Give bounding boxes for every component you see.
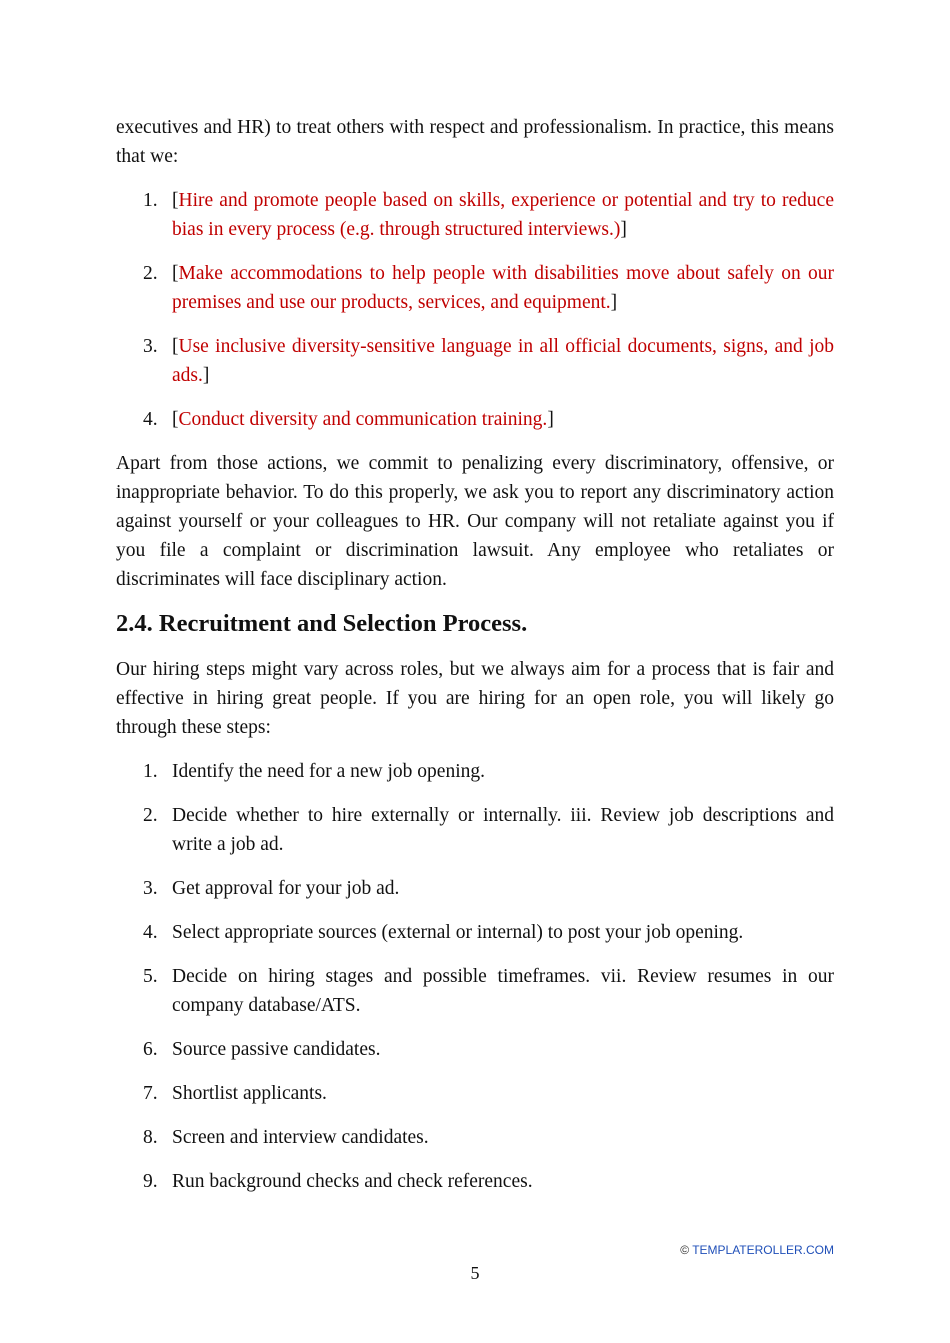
step-text: Decide whether to hire externally or internally. iii. Review job descriptions and write a job ad. <box>172 805 834 855</box>
step-text: Run background checks and check references. <box>172 1171 533 1192</box>
list-item <box>116 874 834 903</box>
placeholder-text: Hire and promote people based on skills, experience or potential and try to reduce bias in every process (e.g. through structured interviews.) <box>172 190 834 240</box>
list-number: 4. <box>143 922 158 943</box>
intro-paragraph: executives and HR) to treat others with respect and professionalism. In practice, this means that we: <box>116 117 834 167</box>
step-text: Select appropriate sources (external or internal) to post your job opening. <box>172 922 744 943</box>
section-intro-paragraph: Our hiring steps might vary across roles, but we always aim for a process that is fair and effective in hiring great people. If you are hiring for an open role, you will likely go through these steps: <box>116 659 834 738</box>
placeholder-text: Make accommodations to help people with disabilities move about safely on our premises and use our products, services, and equipment. <box>172 263 834 313</box>
list-number: 4. <box>143 409 158 430</box>
list-item <box>116 1079 834 1108</box>
copyright-symbol: © <box>680 1243 690 1257</box>
list-number: 3. <box>143 878 158 899</box>
list-item <box>116 962 834 1020</box>
list-item <box>116 1035 834 1064</box>
list-number: 2. <box>143 263 158 284</box>
list-item <box>116 1167 834 1196</box>
list-number: 2. <box>143 805 158 826</box>
footer-copyright <box>680 1242 834 1258</box>
step-text: Source passive candidates. <box>172 1039 381 1060</box>
step-text: Get approval for your job ad. <box>172 878 400 899</box>
list-number: 1. <box>143 761 158 782</box>
list-item: 4. [Conduct diversity and communication training.] <box>116 405 834 434</box>
list-number: 1. <box>143 190 158 211</box>
list-item <box>116 757 834 786</box>
list-item: 3. [Use inclusive diversity-sensitive language in all official documents, signs, and job ads.] <box>116 332 834 390</box>
page-content <box>116 113 834 1196</box>
list-number: 8. <box>143 1127 158 1148</box>
list-item <box>116 801 834 859</box>
step-text: Decide on hiring stages and possible timeframes. vii. Review resumes in our company database/ATS. <box>172 966 834 1016</box>
step-text: Screen and interview candidates. <box>172 1127 429 1148</box>
actions-list <box>116 186 834 434</box>
list-item <box>116 918 834 947</box>
brand-link[interactable]: TEMPLATEROLLER.COM <box>692 1243 834 1257</box>
steps-list <box>116 757 834 1196</box>
commitment-paragraph: Apart from those actions, we commit to penalizing every discriminatory, offensive, or inappropriate behavior. To do this properly, we ask you to report any discriminatory action against yourself or your colleagues to HR. Our company will not retaliate against you if you file a complaint or discrimination lawsuit. Any employee who retaliates or discriminates will face disciplinary action. <box>116 453 834 590</box>
page-number: 5 <box>470 1263 480 1283</box>
list-item <box>116 1123 834 1152</box>
list-item: 2. [Make accommodations to help people with disabilities move about safely on our premises and use our products, services, and equipment.] <box>116 259 834 317</box>
step-text: Shortlist applicants. <box>172 1083 327 1104</box>
placeholder-text: Use inclusive diversity-sensitive language in all official documents, signs, and job ads. <box>172 336 834 386</box>
list-item: 1. [Hire and promote people based on skills, experience or potential and try to reduce bias in every process (e.g. through structured interviews.)] <box>116 186 834 244</box>
placeholder-text: Conduct diversity and communication training. <box>178 409 548 430</box>
list-number: 7. <box>143 1083 158 1104</box>
list-number: 6. <box>143 1039 158 1060</box>
section-heading: 2.4. Recruitment and Selection Process. <box>116 610 528 637</box>
list-number: 3. <box>143 336 158 357</box>
step-text: Identify the need for a new job opening. <box>172 761 485 782</box>
list-number: 5. <box>143 966 158 987</box>
list-number: 9. <box>143 1171 158 1192</box>
